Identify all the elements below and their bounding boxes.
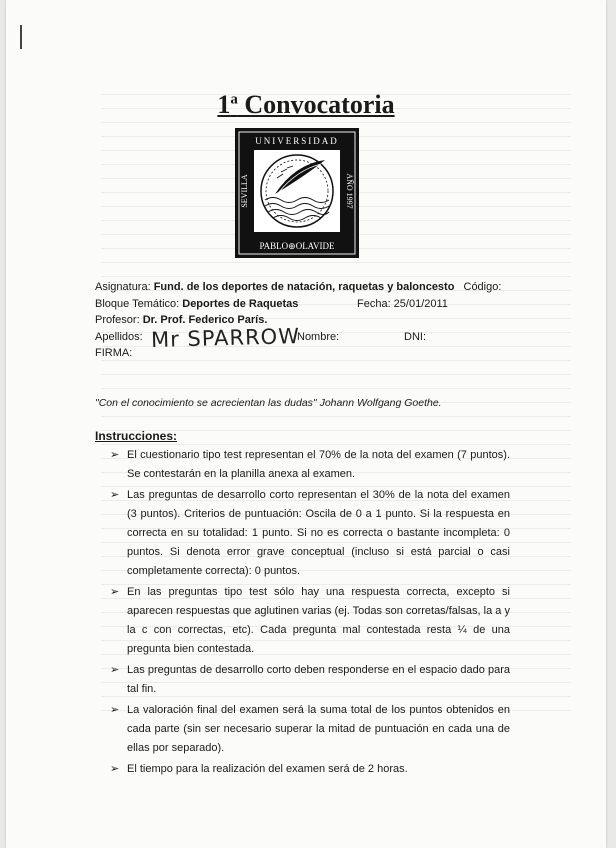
arrow-bullet-icon: ➢	[110, 704, 120, 716]
list-item: ➢ Las preguntas de desarrollo corto representan el 30% de la nota del examen (3 puntos). Criterios de puntuación: Oscila de 0 a 1 punto. Si la respuesta en correcta en su totalidad: 1 punto. Si no es correcta o bastante incompleta: 0 puntos. Si denota error grave conceptual (incluso si está parcial o casi completamente correcta): 0 puntos.	[110, 486, 510, 581]
quote-author: Johann Wolfgang Goethe.	[316, 397, 442, 409]
list-item: ➢ La valoración final del examen será la suma total de los puntos obtenidos en cada parte (sin ser necesario superar la mitad de puntuación en cada una de ellas por separado).	[110, 701, 510, 758]
exam-page	[6, 0, 606, 848]
arrow-bullet-icon: ➢	[110, 489, 120, 501]
arrow-bullet-icon: ➢	[110, 664, 120, 676]
quote-text: "Con el conocimiento se acrecientan las dudas"	[95, 397, 317, 409]
instructions-title: Instrucciones:	[95, 429, 178, 443]
surname-label: Apellidos:	[95, 331, 143, 343]
list-item: ➢ El tiempo para la realización del examen será de 2 horas.	[110, 760, 510, 779]
instructions-list	[110, 446, 510, 781]
subject-row: Asignatura: Fund. de los deportes de natación, raquetas y baloncesto Código:	[95, 281, 502, 293]
logo-right-text: AÑO 1997	[345, 173, 354, 209]
arrow-bullet-icon: ➢	[110, 586, 120, 598]
code-label: Código:	[463, 281, 502, 293]
list-item: ➢ Las preguntas de desarrollo corto deben responderse en el espacio dado para tal fin.	[110, 661, 510, 699]
professor-row: Profesor: Dr. Prof. Federico París.	[95, 314, 268, 326]
arrow-bullet-icon: ➢	[110, 763, 120, 775]
margin-mark	[20, 25, 22, 49]
quote	[95, 397, 442, 409]
list-item: ➢ El cuestionario tipo test representan el 70% de la nota del examen (7 puntos). Se contestarán en la planilla anexa al examen.	[110, 446, 510, 484]
dni-label: DNI:	[404, 331, 426, 343]
signature-label: FIRMA:	[95, 347, 133, 359]
block-row: Bloque Temático: Deportes de Raquetas	[95, 298, 299, 310]
date-label: Fecha: 25/01/2011	[357, 298, 448, 310]
logo-top-text: UNIVERSIDAD	[255, 136, 339, 146]
list-item: ➢ En las preguntas tipo test sólo hay una respuesta correcta, excepto si aparecen respuestas que aglutinen varias (ej. Todas son corretas/falsas, la a y la c con correctas, etc). Cada pregunta mal contestada resta ¼ de una pregunta bien contestada.	[110, 583, 510, 659]
handwritten-surname: Mr SPARROW	[150, 324, 301, 352]
logo-bottom-text: PABLO⊕OLAVIDE	[259, 241, 335, 251]
logo-left-text: SEVILLA	[240, 174, 249, 208]
name-label: Nombre:	[297, 331, 340, 343]
page-title: 1$^a$ Convocatoria	[217, 90, 395, 119]
university-logo	[235, 128, 359, 258]
arrow-bullet-icon: ➢	[110, 449, 120, 461]
